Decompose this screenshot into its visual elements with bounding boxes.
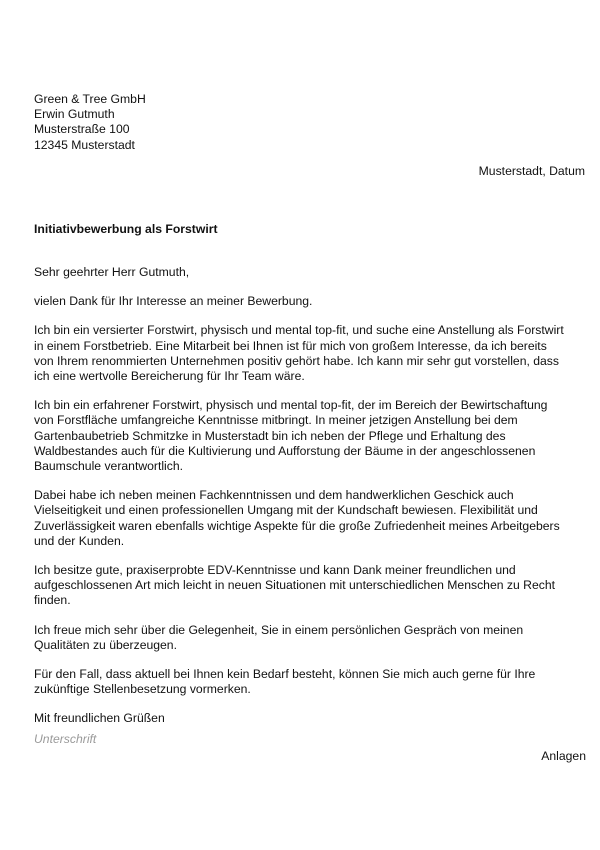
paragraph-line: Vielseitigkeit und einen professionellen Umgang mit der Kundschaft bewiesen. Flexibilität und (34, 503, 538, 518)
paragraph-line: Dabei habe ich neben meinen Fachkenntnissen und dem handwerklichen Geschick auch (34, 488, 514, 503)
paragraph-line: Ich freue mich sehr über die Gelegenheit, Sie in einem persönlichen Gespräch von meinen (34, 622, 524, 637)
letter-body (34, 265, 594, 741)
recipient-name: Erwin Gutmuth (34, 107, 115, 122)
body-paragraph (34, 667, 594, 697)
signature-placeholder: Unterschrift (34, 732, 97, 746)
paragraph-line: Ich bin ein erfahrener Forstwirt, physisch und mental top-fit, der im Bereich der Bewirtschaftung (34, 398, 548, 413)
paragraph-line: Gartenbaubetrieb Schmitzke in Musterstadt bin ich neben der Pflege und Erhaltung des (34, 428, 506, 443)
recipient-street: Musterstraße 100 (34, 122, 130, 137)
paragraph-line: von Ihrem renommierten Unternehmen positiv gehört habe. Ich kann mir sehr gut vorstellen, dass (34, 353, 559, 368)
salutation: Sehr geehrter Herr Gutmuth, (34, 265, 190, 279)
paragraph-line: Zuverlässigkeit waren ebenfalls wichtige Aspekte für die große Zufriedenheit meines Arbeitgebers (34, 518, 560, 533)
paragraph-line: Ich bin ein versierter Forstwirt, physisch und mental top-fit, und suche eine Anstellung als Forstwirt (34, 323, 564, 338)
recipient-address (34, 92, 334, 153)
place-date: Musterstadt, Datum (478, 164, 585, 178)
recipient-city: 12345 Musterstadt (34, 137, 135, 152)
paragraph-line: ich eine wertvolle Bereicherung für Ihr Team wäre. (34, 369, 305, 384)
paragraph-line: Für den Fall, dass aktuell bei Ihnen kein Bedarf besteht, können Sie mich auch gerne für Ihre (34, 667, 536, 682)
paragraph-line: Qualitäten zu überzeugen. (34, 637, 177, 652)
paragraph-line: aufgeschlossenen Art mich leicht in neuen Situationen mit unterschiedlichen Menschen zu Recht (34, 578, 555, 593)
paragraph-line: und der Kunden. (34, 533, 125, 548)
closing: Mit freundlichen Grüßen (34, 711, 165, 726)
subject-line: Initiativbewerbung als Forstwirt (34, 222, 218, 236)
paragraph-line: Waldbestandes auch für die Kultivierung und Aufforstung der Bäume in der angeschlossenen (34, 443, 536, 458)
paragraph-line: vielen Dank für Ihr Interesse an meiner Bewerbung. (34, 294, 313, 309)
paragraph-line: finden. (34, 593, 71, 608)
recipient-company: Green & Tree GmbH (34, 92, 146, 106)
body-paragraph (34, 563, 594, 609)
body-paragraphs (34, 294, 594, 697)
paragraph-line: von Forstfläche umfangreiche Kenntnisse mitbringt. In meiner jetzigen Anstellung bei dem (34, 413, 518, 428)
body-paragraph (34, 294, 594, 309)
paragraph-line: Ich besitze gute, praxiserprobte EDV-Kenntnisse und kann Dank meiner freundlichen und (34, 563, 516, 578)
paragraph-line: Baumschule verantwortlich. (34, 459, 184, 474)
body-paragraph (34, 323, 594, 384)
body-paragraph (34, 398, 594, 474)
paragraph-line: zukünftige Stellenbesetzung vormerken. (34, 682, 251, 697)
attachments-label: Anlagen (541, 749, 586, 763)
body-paragraph (34, 488, 594, 549)
body-paragraph (34, 623, 594, 653)
paragraph-line: in einem Forstbetrieb. Eine Mitarbeit bei Ihnen ist für mich von großem Interesse, da ich bereits (34, 338, 547, 353)
